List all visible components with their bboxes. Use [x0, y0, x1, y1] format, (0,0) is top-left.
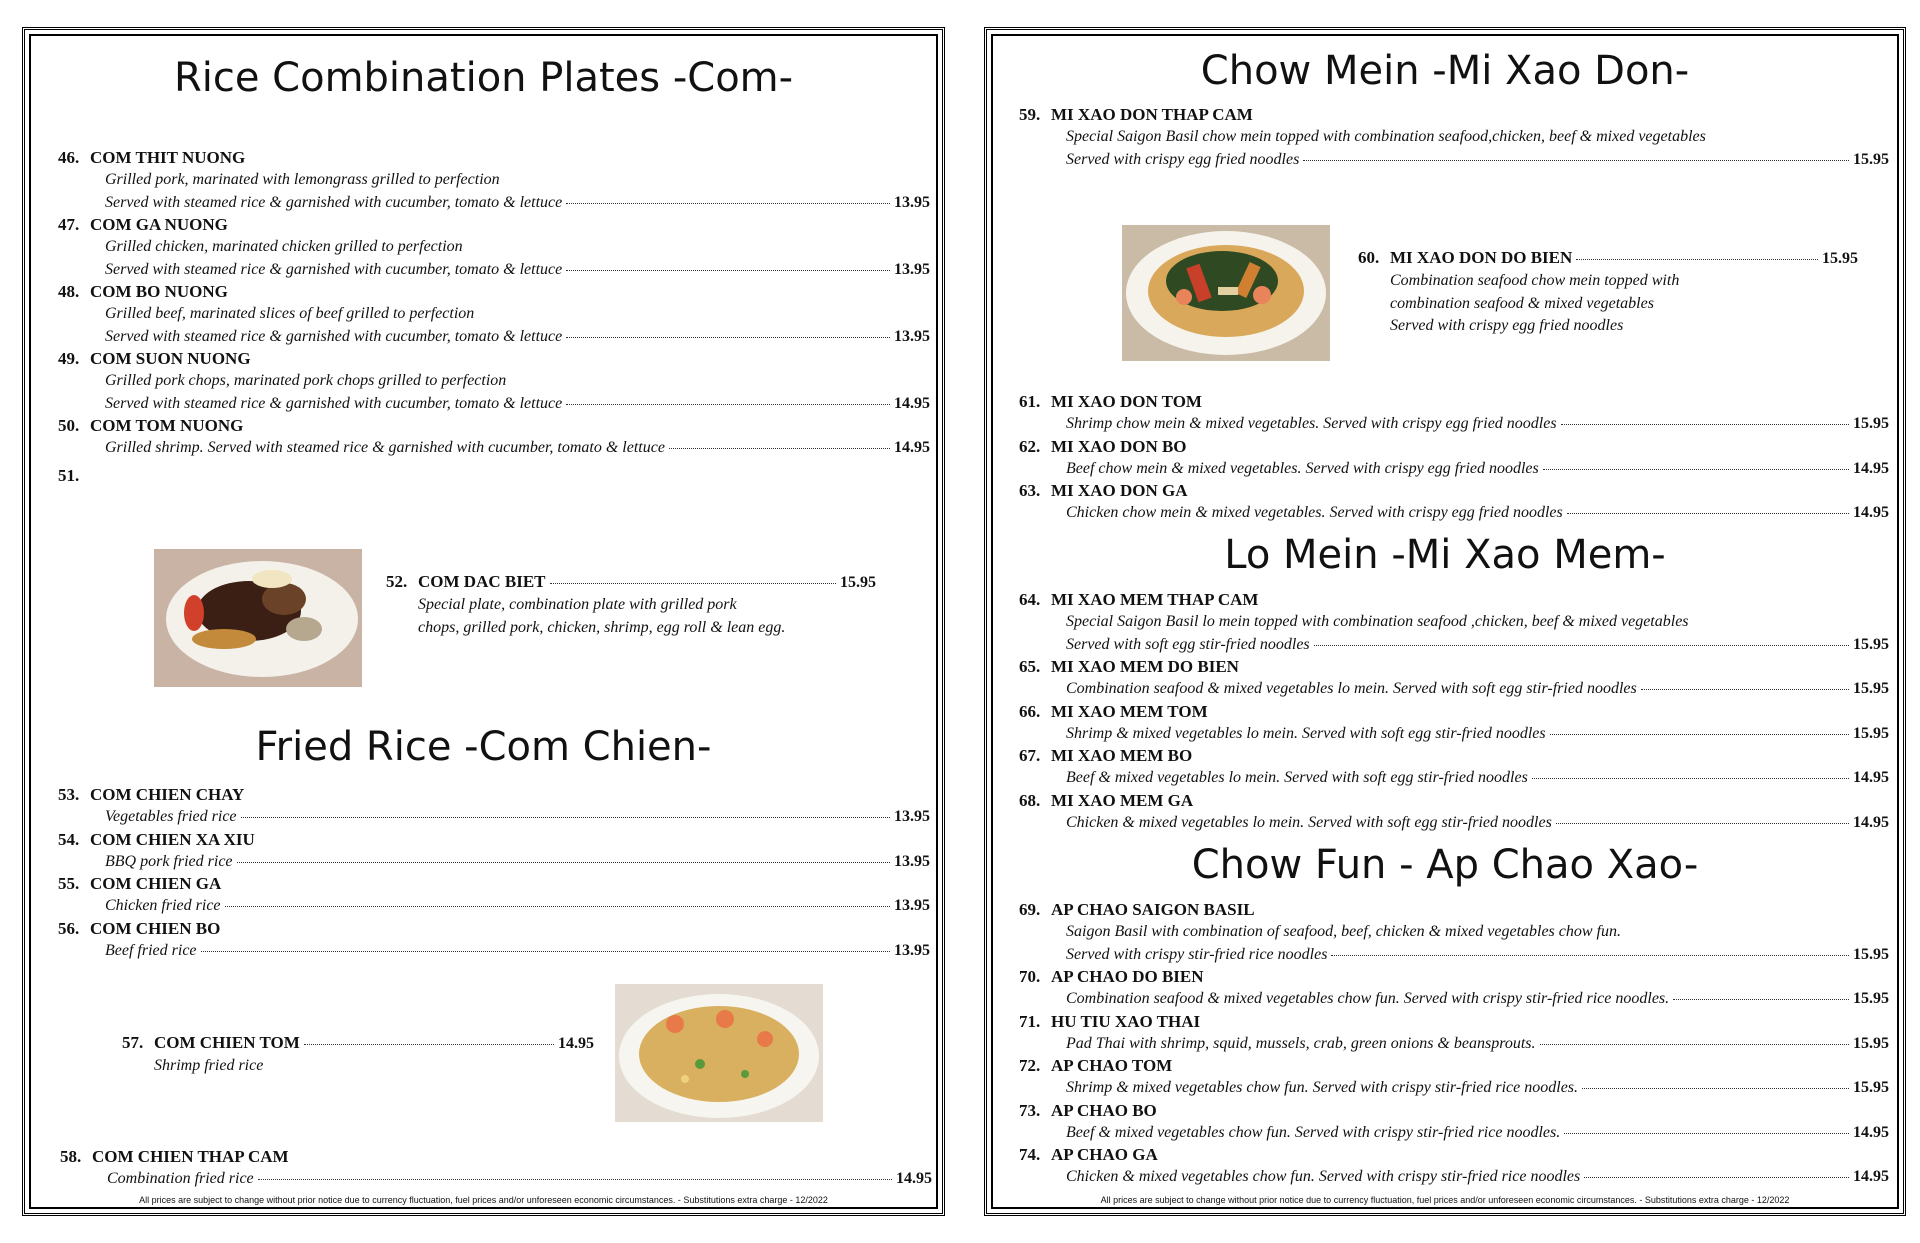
- item-description: Grilled pork, marinated with lemongrass grilled to perfection: [105, 171, 500, 188]
- price-disclaimer: All prices are subject to change without prior notice due to currency fluctuation, fuel prices and/or unforeseen economic circumstances. - Substitutions extra charge - 12/2022: [139, 1195, 828, 1205]
- item-price: 15.95: [1853, 1034, 1889, 1052]
- lo-mein-list: [1019, 589, 1889, 834]
- item-description: BBQ pork fried rice: [105, 852, 233, 870]
- item-price: 14.95: [1853, 1168, 1889, 1185]
- dot-leader: [258, 1179, 892, 1180]
- item-price: 15.95: [1853, 415, 1889, 432]
- item-description: Combination seafood & mixed vegetables chow fun. Served with crispy stir-fried rice noodles.: [1066, 990, 1670, 1007]
- dot-leader: [1582, 1088, 1849, 1089]
- item-description: Beef chow mein & mixed vegetables. Served with crispy egg fried noodles: [1066, 459, 1539, 477]
- item-number: 68.: [1019, 790, 1041, 810]
- menu-item-60: [1358, 247, 1858, 338]
- item-price: 13.95: [894, 260, 930, 278]
- item-number: 73.: [1019, 1100, 1041, 1120]
- menu-item: [58, 214, 930, 281]
- item-price: 14.95: [894, 394, 930, 412]
- combination-plate-photo: [154, 549, 362, 687]
- item-number: 48.: [58, 282, 80, 301]
- item-name: MI XAO MEM GA: [1051, 790, 1194, 810]
- dot-leader: [304, 1044, 554, 1045]
- fried-rice-list: [58, 784, 930, 962]
- dot-leader: [1303, 160, 1849, 161]
- item-price: 13.95: [894, 193, 930, 211]
- item-description: Shrimp & mixed vegetables lo mein. Served with soft egg stir-fried noodles: [1066, 724, 1546, 742]
- item-description: Pad Thai with shrimp, squid, mussels, crab, green onions & beansprouts.: [1066, 1034, 1536, 1052]
- menu-item: [1019, 1055, 1889, 1100]
- item-number: 55.: [58, 874, 80, 893]
- item-51-number: 51.: [58, 466, 80, 485]
- menu-item: [58, 348, 930, 415]
- item-number: 66.: [1019, 701, 1041, 721]
- item-number: 71.: [1019, 1011, 1041, 1031]
- dot-leader: [550, 583, 836, 584]
- item-description: Served with crispy egg fried noodles: [1390, 317, 1624, 334]
- dot-leader: [1532, 778, 1849, 779]
- item-price: 15.95: [1853, 150, 1889, 168]
- item-number: 58.: [60, 1147, 82, 1166]
- item-name: COM CHIEN TOM: [154, 1033, 300, 1052]
- item-price: 15.95: [1853, 990, 1889, 1007]
- item-number: 67.: [1019, 746, 1041, 765]
- item-description: Shrimp fried rice: [154, 1057, 264, 1074]
- menu-item: [1019, 589, 1889, 656]
- seafood-chow-mein-photo: [1122, 225, 1330, 361]
- item-name: MI XAO DON BO: [1051, 436, 1187, 456]
- menu-item: [58, 281, 930, 348]
- menu-item: [1019, 745, 1889, 790]
- item-price: 14.95: [1853, 1123, 1889, 1141]
- item-name: AP CHAO BO: [1051, 1100, 1157, 1120]
- item-price: 13.95: [894, 941, 930, 959]
- item-price: 13.95: [894, 897, 930, 914]
- menu-item: [1019, 480, 1889, 525]
- menu-item: [1019, 436, 1889, 481]
- item-price: 13.95: [894, 327, 930, 345]
- dot-leader: [1543, 469, 1849, 470]
- chow-mein-list: [1019, 391, 1889, 525]
- dot-leader: [1561, 424, 1849, 425]
- item-description: Chicken & mixed vegetables lo mein. Served with soft egg stir-fried noodles: [1066, 813, 1552, 831]
- menu-item: [1019, 1144, 1889, 1189]
- item-description: Vegetables fried rice: [105, 808, 237, 825]
- item-name: MI XAO MEM DO BIEN: [1051, 657, 1239, 676]
- item-name: MI XAO DON THAP CAM: [1051, 105, 1253, 124]
- menu-item: [1019, 899, 1889, 966]
- item-name: COM SUON NUONG: [90, 349, 251, 368]
- item-price: 14.95: [894, 439, 930, 456]
- item-description: Combination seafood & mixed vegetables lo mein. Served with soft egg stir-fried noodles: [1066, 680, 1637, 697]
- item-price: 15.95: [1853, 680, 1889, 697]
- item-name: HU TIU XAO THAI: [1051, 1011, 1201, 1031]
- dot-leader: [1556, 823, 1849, 824]
- rice-combination-title: Rice Combination Plates -Com-: [173, 55, 794, 101]
- item-description: Chicken chow mein & mixed vegetables. Served with crispy egg fried noodles: [1066, 504, 1563, 521]
- item-description: Served with crispy egg fried noodles: [1066, 150, 1300, 168]
- item-description: Beef & mixed vegetables lo mein. Served with soft egg stir-fried noodles: [1066, 769, 1528, 786]
- item-name: MI XAO MEM BO: [1051, 746, 1193, 765]
- item-price: 15.95: [1822, 250, 1858, 267]
- item-description: Shrimp & mixed vegetables chow fun. Served with crispy stir-fried rice noodles.: [1066, 1079, 1579, 1096]
- dot-leader: [1331, 955, 1849, 956]
- item-description: Special Saigon Basil lo mein topped with combination seafood ,chicken, beef & mixed vegetables: [1066, 613, 1689, 630]
- item-description: chops, grilled pork, chicken, shrimp, egg roll & lean egg.: [418, 618, 786, 636]
- menu-item: [58, 873, 930, 918]
- item-name: COM BO NUONG: [90, 282, 228, 301]
- item-name: AP CHAO SAIGON BASIL: [1051, 900, 1255, 919]
- rice-combination-list: [58, 147, 930, 460]
- dot-leader: [669, 448, 890, 449]
- item-price: 14.95: [1853, 813, 1889, 831]
- item-description: Saigon Basil with combination of seafood, beef, chicken & mixed vegetables chow fun.: [1066, 923, 1621, 940]
- dot-leader: [566, 203, 890, 204]
- item-number: 61.: [1019, 392, 1041, 411]
- dot-leader: [1576, 259, 1818, 260]
- item-description: Grilled shrimp. Served with steamed rice & garnished with cucumber, tomato & lettuce: [105, 439, 665, 456]
- item-number: 56.: [58, 918, 80, 938]
- item-description: Chicken fried rice: [105, 897, 221, 914]
- dot-leader: [1550, 734, 1849, 735]
- item-name: MI XAO DON GA: [1051, 481, 1188, 500]
- dot-leader: [1673, 999, 1849, 1000]
- item-description: Beef fried rice: [105, 941, 197, 959]
- item-name: COM TOM NUONG: [90, 416, 244, 435]
- left-menu-page: [22, 27, 945, 1216]
- price-disclaimer: All prices are subject to change without prior notice due to currency fluctuation, fuel prices and/or unforeseen economic circumstances. - Substitutions extra charge - 12/2022: [1100, 1195, 1790, 1205]
- item-number: 59.: [1019, 105, 1041, 124]
- item-price: 14.95: [1853, 459, 1889, 477]
- right-menu-page: [984, 27, 1906, 1216]
- item-number: 46.: [58, 148, 80, 167]
- item-name: COM CHIEN BO: [90, 918, 221, 938]
- item-number: 47.: [58, 215, 80, 234]
- item-price: 14.95: [896, 1170, 932, 1187]
- item-name: AP CHAO TOM: [1051, 1056, 1173, 1075]
- menu-item-57: [122, 1032, 594, 1078]
- dot-leader: [237, 862, 890, 863]
- item-number: 62.: [1019, 436, 1041, 456]
- chow-fun-title: Chow Fun - Ap Chao Xao-: [1191, 842, 1699, 888]
- item-number: 53.: [58, 785, 80, 804]
- item-price: 15.95: [840, 574, 876, 591]
- menu-item: [58, 829, 930, 874]
- item-number: 50.: [58, 416, 80, 435]
- item-name: COM CHIEN GA: [90, 874, 222, 893]
- item-price: 14.95: [1853, 769, 1889, 786]
- dot-leader: [1314, 645, 1849, 646]
- menu-item-58: [60, 1146, 932, 1191]
- dot-leader: [241, 817, 890, 818]
- item-description: Combination seafood chow mein topped with: [1390, 272, 1680, 289]
- item-description: Special plate, combination plate with grilled pork: [418, 596, 737, 613]
- item-name: AP CHAO GA: [1051, 1145, 1158, 1164]
- dot-leader: [1564, 1133, 1849, 1134]
- item-number: 64.: [1019, 590, 1041, 609]
- item-name: COM GA NUONG: [90, 215, 228, 234]
- item-description: Grilled pork chops, marinated pork chops grilled to perfection: [105, 372, 507, 389]
- dot-leader: [1540, 1044, 1850, 1045]
- item-price: 13.95: [894, 808, 930, 825]
- item-description: Served with steamed rice & garnished with cucumber, tomato & lettuce: [105, 193, 563, 211]
- menu-item: [1019, 1100, 1889, 1145]
- item-number: 65.: [1019, 657, 1041, 676]
- item-name: AP CHAO DO BIEN: [1051, 967, 1204, 986]
- menu-item: [1019, 790, 1889, 835]
- item-name: MI XAO MEM TOM: [1051, 701, 1208, 721]
- item-price: 14.95: [1853, 504, 1889, 521]
- menu-item: [58, 784, 930, 829]
- menu-item: [1019, 656, 1889, 701]
- menu-item: [1019, 391, 1889, 436]
- dot-leader: [1584, 1177, 1849, 1178]
- menu-item: [58, 918, 930, 963]
- item-description: Served with crispy stir-fried rice noodles: [1066, 945, 1328, 963]
- item-number: 74.: [1019, 1145, 1041, 1164]
- item-description: Chicken & mixed vegetables chow fun. Served with crispy stir-fried rice noodles: [1066, 1168, 1581, 1185]
- item-description: combination seafood & mixed vegetables: [1390, 294, 1654, 312]
- item-number: 70.: [1019, 967, 1041, 986]
- dot-leader: [201, 951, 890, 952]
- item-name: COM DAC BIET: [418, 572, 546, 591]
- dot-leader: [1641, 689, 1849, 690]
- item-number: 69.: [1019, 900, 1041, 919]
- item-name: COM CHIEN XA XIU: [90, 829, 255, 849]
- item-description: Combination fried rice: [107, 1170, 254, 1187]
- dot-leader: [566, 270, 890, 271]
- item-price: 13.95: [894, 852, 930, 870]
- item-number: 63.: [1019, 481, 1041, 500]
- item-price: 14.95: [558, 1035, 594, 1052]
- lo-mein-title: Lo Mein -Mi Xao Mem-: [1224, 532, 1666, 578]
- item-number: 54.: [58, 829, 80, 849]
- item-description: Grilled beef, marinated slices of beef grilled to perfection: [105, 305, 475, 322]
- chow-fun-list: [1019, 899, 1889, 1189]
- item-number: 52.: [386, 572, 408, 591]
- dot-leader: [225, 906, 890, 907]
- item-price: 15.95: [1853, 724, 1889, 742]
- menu-item: [1019, 966, 1889, 1011]
- item-number: 57.: [122, 1033, 144, 1052]
- item-name: MI XAO DON TOM: [1051, 392, 1202, 411]
- item-price: 15.95: [1853, 635, 1889, 653]
- item-description: Served with steamed rice & garnished with cucumber, tomato & lettuce: [105, 394, 563, 412]
- item-name: COM CHIEN THAP CAM: [92, 1147, 289, 1166]
- shrimp-fried-rice-photo: [615, 984, 823, 1122]
- dot-leader: [566, 337, 890, 338]
- item-name: MI XAO DON DO BIEN: [1390, 248, 1573, 267]
- chow-mein-title: Chow Mein -Mi Xao Don-: [1200, 48, 1690, 94]
- item-price: 15.95: [1853, 945, 1889, 963]
- item-name: COM CHIEN CHAY: [90, 785, 245, 804]
- menu-item: [1019, 701, 1889, 746]
- item-name: COM THIT NUONG: [90, 148, 246, 167]
- menu-item: [1019, 1011, 1889, 1056]
- item-name: MI XAO MEM THAP CAM: [1051, 590, 1259, 609]
- item-description: Served with soft egg stir-fried noodles: [1066, 635, 1310, 653]
- item-description: Shrimp chow mein & mixed vegetables. Served with crispy egg fried noodles: [1066, 415, 1557, 432]
- item-number: 60.: [1358, 248, 1380, 267]
- dot-leader: [566, 404, 890, 405]
- item-number: 49.: [58, 349, 80, 368]
- menu-item-59: [1019, 104, 1889, 171]
- item-description: Beef & mixed vegetables chow fun. Served with crispy stir-fried rice noodles.: [1066, 1123, 1561, 1141]
- item-description: Grilled chicken, marinated chicken grilled to perfection: [105, 238, 463, 255]
- menu-item: [58, 147, 930, 214]
- menu-item-52: [386, 571, 876, 639]
- menu-item: [58, 415, 930, 460]
- item-price: 15.95: [1853, 1079, 1889, 1096]
- item-description: Served with steamed rice & garnished with cucumber, tomato & lettuce: [105, 327, 563, 345]
- dot-leader: [1567, 513, 1849, 514]
- item-description: Special Saigon Basil chow mein topped with combination seafood,chicken, beef & mixed vegetables: [1066, 128, 1706, 145]
- item-number: 72.: [1019, 1056, 1041, 1075]
- item-description: Served with steamed rice & garnished with cucumber, tomato & lettuce: [105, 260, 563, 278]
- fried-rice-title: Fried Rice -Com Chien-: [255, 724, 712, 770]
